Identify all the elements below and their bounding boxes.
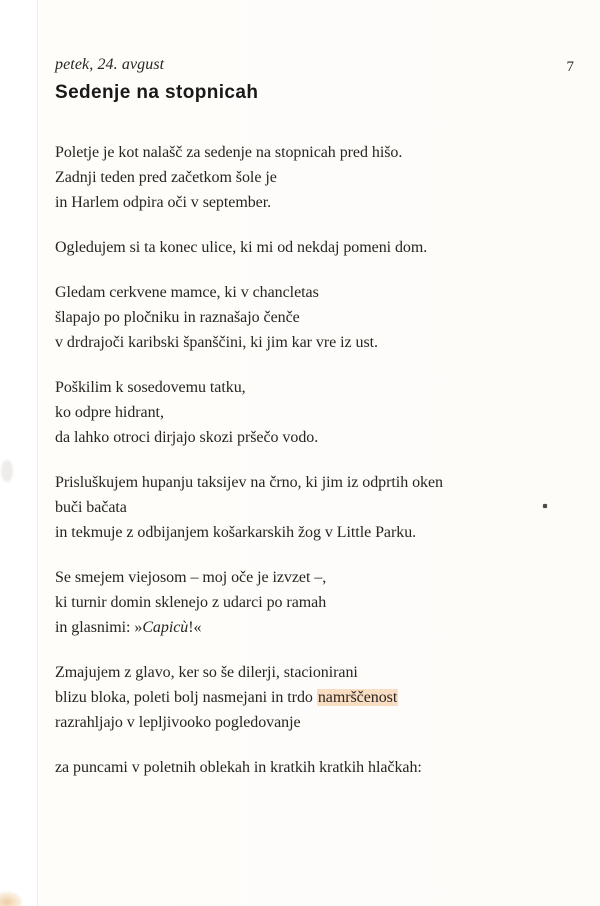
- poem-segment: in Harlem odpira oči v september.: [55, 194, 272, 211]
- poem-segment-highlight: namrščenost: [317, 689, 398, 706]
- poem-line: [55, 590, 565, 615]
- poem-line: [55, 470, 565, 495]
- stanza: [55, 235, 565, 260]
- poem-line: [55, 280, 565, 305]
- poem-line: [55, 565, 565, 590]
- poem-line: [55, 400, 565, 425]
- scan-smudge-bottom-corner: [0, 891, 23, 906]
- poem-line: [55, 660, 565, 685]
- poem-segment: v drdrajoči karibski španščini, ki jim kar vre iz ust.: [55, 334, 379, 351]
- stanza: [55, 565, 565, 640]
- stanza: [55, 470, 565, 545]
- poem-line: [55, 520, 565, 545]
- page-number: 7: [566, 59, 574, 75]
- poem-segment: buči bačata: [55, 499, 127, 516]
- poem-line: [55, 165, 565, 190]
- poem-segment: da lahko otroci dirjajo skozi pršečo vodo.: [55, 429, 319, 446]
- scan-speck-artifact: [543, 504, 547, 508]
- poem-segment: Poletje je kot nalašč za sedenje na stopnicah pred hišo.: [55, 144, 403, 161]
- poem-line: [55, 190, 565, 215]
- poem-line: [55, 305, 565, 330]
- poem-segment: šlapajo po pločniku in raznašajo čenče: [55, 309, 300, 326]
- poem-line: [55, 375, 565, 400]
- poem-line: [55, 330, 565, 355]
- poem-title: Sedenje na stopnicah: [55, 82, 259, 103]
- scan-smudge-left-edge: [1, 460, 13, 482]
- poem-segment: za puncami v poletnih oblekah in kratkih kratkih hlačkah:: [55, 759, 422, 776]
- stanza: [55, 660, 565, 735]
- poem-line: [55, 495, 565, 520]
- stanza: [55, 140, 565, 215]
- poem-line: [55, 710, 565, 735]
- running-header-date: petek, 24. avgust: [55, 56, 165, 73]
- poem-segment: Zmajujem z glavo, ker so še dilerji, stacionirani: [55, 664, 358, 681]
- poem-segment: razrahljajo v lepljivooko pogledovanje: [55, 714, 301, 731]
- running-header: [55, 56, 580, 78]
- poem-segment: ko odpre hidrant,: [55, 404, 164, 421]
- poem-segment: Se smejem viejosom – moj oče je izvzet –,: [55, 569, 327, 586]
- poem-line: [55, 235, 565, 260]
- poem-segment-italic: Capicù: [142, 619, 189, 636]
- poem-body: [55, 140, 565, 800]
- poem-segment: blizu bloka, poleti bolj nasmejani in trdo: [55, 689, 317, 706]
- poem-segment: Prisluškujem hupanju taksijev na črno, ki jim iz odprtih oken: [55, 474, 444, 491]
- poem-line: [55, 685, 565, 710]
- poem-segment: Zadnji teden pred začetkom šole je: [55, 169, 277, 186]
- poem-line: [55, 140, 565, 165]
- poem-segment: !«: [188, 619, 202, 636]
- stanza: [55, 375, 565, 450]
- poem-line: [55, 425, 565, 450]
- poem-segment: Gledam cerkvene mamce, ki v chancletas: [55, 284, 319, 301]
- poem-segment: in glasnimi: »: [55, 619, 143, 636]
- poem-segment: in tekmuje z odbijanjem košarkarskih žog v Little Parku.: [55, 524, 417, 541]
- poem-segment: Poškilim k sosedovemu tatku,: [55, 379, 246, 396]
- poem-segment: Ogledujem si ta konec ulice, ki mi od nekdaj pomeni dom.: [55, 239, 428, 256]
- stanza: [55, 755, 565, 780]
- poem-segment: ki turnir domin sklenejo z udarci po ramah: [55, 594, 327, 611]
- poem-line: [55, 615, 565, 640]
- stanza: [55, 280, 565, 355]
- poem-line: [55, 755, 565, 780]
- page-gutter-edge: [37, 0, 38, 906]
